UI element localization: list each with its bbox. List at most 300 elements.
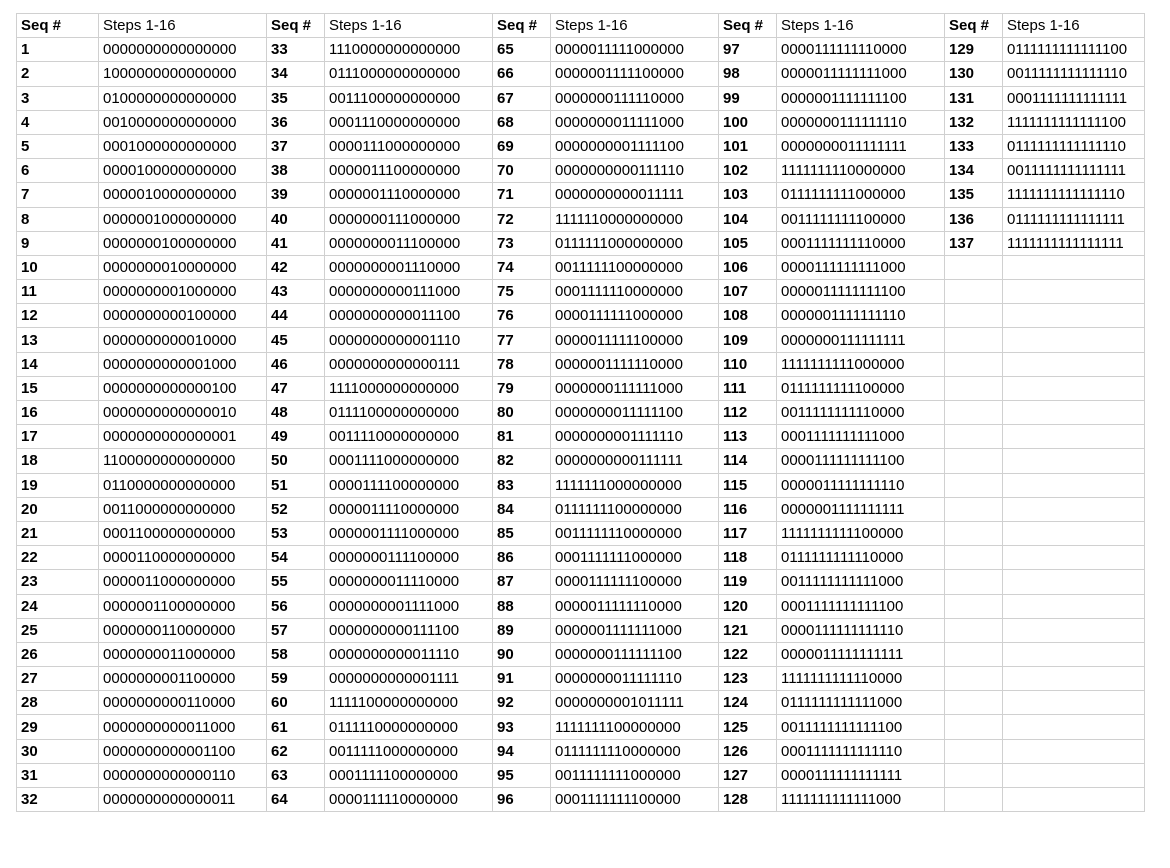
steps-cell[interactable]: 0000000001100000 [99, 667, 267, 691]
steps-cell[interactable]: 0000000011100000 [325, 231, 493, 255]
seq-cell[interactable]: 132 [945, 110, 1003, 134]
seq-cell[interactable]: 107 [719, 280, 777, 304]
seq-cell[interactable]: 36 [267, 110, 325, 134]
seq-cell[interactable]: 2 [17, 62, 99, 86]
steps-cell[interactable]: 0000000000011110 [325, 642, 493, 666]
seq-cell[interactable]: 87 [493, 570, 551, 594]
seq-cell[interactable]: 43 [267, 280, 325, 304]
seq-cell[interactable] [945, 497, 1003, 521]
steps-cell[interactable]: 0000111110000000 [325, 788, 493, 812]
seq-cell[interactable]: 66 [493, 62, 551, 86]
seq-cell[interactable]: 41 [267, 231, 325, 255]
steps-cell[interactable]: 0000011111110000 [551, 594, 719, 618]
steps-cell[interactable]: 0000000000111100 [325, 618, 493, 642]
steps-cell[interactable]: 1111111111111100 [1003, 110, 1145, 134]
seq-cell[interactable]: 133 [945, 134, 1003, 158]
steps-cell[interactable]: 0011111100000000 [551, 255, 719, 279]
seq-cell[interactable]: 91 [493, 667, 551, 691]
seq-cell[interactable]: 20 [17, 497, 99, 521]
seq-cell[interactable]: 1 [17, 38, 99, 62]
steps-cell[interactable]: 0000000001110000 [325, 255, 493, 279]
seq-cell[interactable]: 54 [267, 546, 325, 570]
steps-cell[interactable]: 0000000000111000 [325, 280, 493, 304]
steps-cell[interactable]: 0011111111000000 [551, 763, 719, 787]
steps-cell[interactable]: 0100000000000000 [99, 86, 267, 110]
steps-cell[interactable]: 0000001111000000 [325, 521, 493, 545]
steps-cell[interactable]: 0000011111000000 [551, 38, 719, 62]
seq-cell[interactable]: 135 [945, 183, 1003, 207]
steps-cell[interactable] [1003, 521, 1145, 545]
seq-cell[interactable]: 21 [17, 521, 99, 545]
steps-cell[interactable]: 0000000000000111 [325, 352, 493, 376]
steps-cell[interactable]: 0011111111111110 [1003, 62, 1145, 86]
steps-cell[interactable] [1003, 328, 1145, 352]
seq-header[interactable]: Seq # [17, 14, 99, 38]
seq-cell[interactable] [945, 691, 1003, 715]
steps-cell[interactable] [1003, 642, 1145, 666]
seq-cell[interactable]: 3 [17, 86, 99, 110]
steps-cell[interactable]: 0000011111111110 [777, 473, 945, 497]
steps-cell[interactable]: 0111110000000000 [325, 715, 493, 739]
seq-cell[interactable]: 126 [719, 739, 777, 763]
steps-cell[interactable]: 0000001000000000 [99, 207, 267, 231]
seq-cell[interactable]: 128 [719, 788, 777, 812]
seq-cell[interactable]: 106 [719, 255, 777, 279]
seq-cell[interactable]: 24 [17, 594, 99, 618]
seq-cell[interactable]: 131 [945, 86, 1003, 110]
seq-cell[interactable]: 90 [493, 642, 551, 666]
steps-cell[interactable]: 0000000000000011 [99, 788, 267, 812]
steps-cell[interactable] [1003, 570, 1145, 594]
seq-cell[interactable]: 13 [17, 328, 99, 352]
steps-cell[interactable]: 0010000000000000 [99, 110, 267, 134]
steps-cell[interactable]: 0000011111111100 [777, 280, 945, 304]
steps-cell[interactable] [1003, 739, 1145, 763]
steps-cell[interactable]: 0000001100000000 [99, 594, 267, 618]
seq-cell[interactable]: 31 [17, 763, 99, 787]
seq-header[interactable]: Seq # [945, 14, 1003, 38]
seq-cell[interactable]: 6 [17, 159, 99, 183]
steps-cell[interactable] [1003, 667, 1145, 691]
seq-cell[interactable]: 9 [17, 231, 99, 255]
steps-cell[interactable]: 0000000001111110 [551, 425, 719, 449]
seq-cell[interactable]: 23 [17, 570, 99, 594]
steps-cell[interactable]: 0000011111100000 [551, 328, 719, 352]
seq-cell[interactable]: 34 [267, 62, 325, 86]
seq-cell[interactable]: 14 [17, 352, 99, 376]
seq-cell[interactable]: 108 [719, 304, 777, 328]
steps-cell[interactable]: 1111111111111110 [1003, 183, 1145, 207]
seq-cell[interactable]: 79 [493, 376, 551, 400]
seq-cell[interactable]: 32 [17, 788, 99, 812]
steps-cell[interactable]: 0001110000000000 [325, 110, 493, 134]
steps-cell[interactable]: 0011111111100000 [777, 207, 945, 231]
seq-cell[interactable] [945, 739, 1003, 763]
steps-cell[interactable]: 0000111111100000 [551, 570, 719, 594]
steps-cell[interactable]: 0000000000111111 [551, 449, 719, 473]
steps-cell[interactable]: 0000000111000000 [325, 207, 493, 231]
seq-cell[interactable]: 98 [719, 62, 777, 86]
steps-cell[interactable]: 0111111111110000 [777, 546, 945, 570]
seq-cell[interactable]: 94 [493, 739, 551, 763]
seq-cell[interactable]: 35 [267, 86, 325, 110]
seq-cell[interactable]: 109 [719, 328, 777, 352]
seq-cell[interactable]: 70 [493, 159, 551, 183]
seq-cell[interactable]: 122 [719, 642, 777, 666]
steps-cell[interactable]: 1111000000000000 [325, 376, 493, 400]
seq-header[interactable]: Seq # [493, 14, 551, 38]
seq-cell[interactable]: 12 [17, 304, 99, 328]
steps-cell[interactable]: 0111000000000000 [325, 62, 493, 86]
seq-cell[interactable]: 118 [719, 546, 777, 570]
seq-cell[interactable]: 52 [267, 497, 325, 521]
seq-cell[interactable]: 115 [719, 473, 777, 497]
steps-cell[interactable]: 0000001111111110 [777, 304, 945, 328]
seq-cell[interactable]: 117 [719, 521, 777, 545]
steps-header[interactable]: Steps 1-16 [1003, 14, 1145, 38]
seq-cell[interactable]: 29 [17, 715, 99, 739]
seq-cell[interactable]: 77 [493, 328, 551, 352]
seq-cell[interactable]: 134 [945, 159, 1003, 183]
seq-cell[interactable]: 82 [493, 449, 551, 473]
steps-cell[interactable]: 0111111111111110 [1003, 134, 1145, 158]
steps-cell[interactable] [1003, 473, 1145, 497]
seq-cell[interactable] [945, 546, 1003, 570]
steps-cell[interactable]: 0000011111111111 [777, 642, 945, 666]
seq-cell[interactable] [945, 570, 1003, 594]
seq-cell[interactable]: 62 [267, 739, 325, 763]
steps-cell[interactable]: 0000000001111100 [551, 134, 719, 158]
steps-cell[interactable] [1003, 304, 1145, 328]
steps-cell[interactable]: 1000000000000000 [99, 62, 267, 86]
seq-cell[interactable]: 46 [267, 352, 325, 376]
steps-cell[interactable]: 0111111110000000 [551, 739, 719, 763]
steps-cell[interactable]: 0001100000000000 [99, 521, 267, 545]
seq-cell[interactable]: 120 [719, 594, 777, 618]
steps-cell[interactable]: 1111110000000000 [551, 207, 719, 231]
seq-cell[interactable]: 80 [493, 401, 551, 425]
steps-cell[interactable]: 0111111111100000 [777, 376, 945, 400]
steps-cell[interactable] [1003, 715, 1145, 739]
seq-cell[interactable]: 55 [267, 570, 325, 594]
steps-cell[interactable]: 0001111111111110 [777, 739, 945, 763]
seq-cell[interactable]: 11 [17, 280, 99, 304]
steps-cell[interactable]: 0000010000000000 [99, 183, 267, 207]
steps-cell[interactable]: 0011111111111000 [777, 570, 945, 594]
seq-cell[interactable]: 129 [945, 38, 1003, 62]
seq-cell[interactable]: 22 [17, 546, 99, 570]
seq-cell[interactable]: 104 [719, 207, 777, 231]
steps-cell[interactable]: 0000000000001000 [99, 352, 267, 376]
steps-cell[interactable]: 0011000000000000 [99, 497, 267, 521]
seq-cell[interactable]: 63 [267, 763, 325, 787]
steps-cell[interactable]: 0000000000000110 [99, 763, 267, 787]
seq-cell[interactable]: 33 [267, 38, 325, 62]
steps-cell[interactable]: 0000000000001110 [325, 328, 493, 352]
steps-cell[interactable]: 0011111111110000 [777, 401, 945, 425]
seq-cell[interactable] [945, 328, 1003, 352]
seq-cell[interactable]: 75 [493, 280, 551, 304]
seq-cell[interactable] [945, 304, 1003, 328]
steps-cell[interactable]: 1111111111000000 [777, 352, 945, 376]
seq-cell[interactable]: 83 [493, 473, 551, 497]
steps-cell[interactable]: 0000000000100000 [99, 304, 267, 328]
steps-cell[interactable]: 0111111100000000 [551, 497, 719, 521]
steps-cell[interactable] [1003, 449, 1145, 473]
seq-cell[interactable]: 45 [267, 328, 325, 352]
seq-cell[interactable]: 97 [719, 38, 777, 62]
seq-cell[interactable] [945, 521, 1003, 545]
steps-cell[interactable]: 0111111111000000 [777, 183, 945, 207]
seq-cell[interactable]: 67 [493, 86, 551, 110]
seq-cell[interactable]: 17 [17, 425, 99, 449]
seq-cell[interactable]: 130 [945, 62, 1003, 86]
steps-cell[interactable] [1003, 691, 1145, 715]
seq-cell[interactable]: 96 [493, 788, 551, 812]
steps-cell[interactable]: 0000001111111111 [777, 497, 945, 521]
seq-cell[interactable]: 5 [17, 134, 99, 158]
seq-cell[interactable]: 58 [267, 642, 325, 666]
steps-cell[interactable]: 0111111111111111 [1003, 207, 1145, 231]
seq-cell[interactable]: 100 [719, 110, 777, 134]
steps-cell[interactable]: 0000111000000000 [325, 134, 493, 158]
steps-cell[interactable]: 0000000000001111 [325, 667, 493, 691]
seq-cell[interactable]: 69 [493, 134, 551, 158]
steps-cell[interactable]: 1111111111111111 [1003, 231, 1145, 255]
seq-cell[interactable] [945, 376, 1003, 400]
seq-cell[interactable]: 53 [267, 521, 325, 545]
seq-cell[interactable]: 49 [267, 425, 325, 449]
steps-cell[interactable]: 0000000000000000 [99, 38, 267, 62]
seq-cell[interactable] [945, 280, 1003, 304]
seq-cell[interactable]: 78 [493, 352, 551, 376]
steps-cell[interactable]: 0011110000000000 [325, 425, 493, 449]
steps-cell[interactable]: 0011111000000000 [325, 739, 493, 763]
steps-cell[interactable] [1003, 401, 1145, 425]
steps-cell[interactable]: 0000000011000000 [99, 642, 267, 666]
seq-header[interactable]: Seq # [719, 14, 777, 38]
steps-cell[interactable]: 0000111111111100 [777, 449, 945, 473]
steps-cell[interactable]: 0011111110000000 [551, 521, 719, 545]
seq-cell[interactable]: 61 [267, 715, 325, 739]
seq-cell[interactable] [945, 618, 1003, 642]
steps-cell[interactable]: 1111111110000000 [777, 159, 945, 183]
seq-cell[interactable]: 27 [17, 667, 99, 691]
steps-cell[interactable] [1003, 376, 1145, 400]
seq-cell[interactable]: 111 [719, 376, 777, 400]
seq-cell[interactable]: 65 [493, 38, 551, 62]
steps-cell[interactable]: 0000000010000000 [99, 255, 267, 279]
steps-header[interactable]: Steps 1-16 [777, 14, 945, 38]
steps-cell[interactable]: 0000000000110000 [99, 691, 267, 715]
steps-cell[interactable]: 0000000000000001 [99, 425, 267, 449]
seq-cell[interactable] [945, 352, 1003, 376]
steps-cell[interactable]: 0000111100000000 [325, 473, 493, 497]
steps-cell[interactable]: 0111111000000000 [551, 231, 719, 255]
steps-cell[interactable]: 0000000011110000 [325, 570, 493, 594]
seq-cell[interactable]: 37 [267, 134, 325, 158]
steps-cell[interactable]: 0001111000000000 [325, 449, 493, 473]
seq-cell[interactable]: 105 [719, 231, 777, 255]
steps-cell[interactable]: 0011111111111100 [777, 715, 945, 739]
steps-header[interactable]: Steps 1-16 [99, 14, 267, 38]
seq-cell[interactable]: 127 [719, 763, 777, 787]
seq-cell[interactable]: 103 [719, 183, 777, 207]
seq-cell[interactable]: 113 [719, 425, 777, 449]
seq-cell[interactable]: 68 [493, 110, 551, 134]
seq-cell[interactable]: 25 [17, 618, 99, 642]
seq-cell[interactable]: 19 [17, 473, 99, 497]
seq-cell[interactable]: 73 [493, 231, 551, 255]
steps-cell[interactable]: 0000110000000000 [99, 546, 267, 570]
steps-cell[interactable]: 0000000011111111 [777, 134, 945, 158]
steps-cell[interactable]: 0000001111111100 [777, 86, 945, 110]
seq-cell[interactable]: 86 [493, 546, 551, 570]
steps-header[interactable]: Steps 1-16 [551, 14, 719, 38]
seq-cell[interactable]: 89 [493, 618, 551, 642]
seq-cell[interactable]: 95 [493, 763, 551, 787]
steps-cell[interactable]: 0000000000011100 [325, 304, 493, 328]
steps-cell[interactable]: 0001111111111000 [777, 425, 945, 449]
seq-cell[interactable] [945, 763, 1003, 787]
steps-cell[interactable] [1003, 763, 1145, 787]
steps-cell[interactable] [1003, 497, 1145, 521]
seq-cell[interactable] [945, 715, 1003, 739]
steps-cell[interactable]: 0000000100000000 [99, 231, 267, 255]
seq-cell[interactable] [945, 788, 1003, 812]
seq-cell[interactable]: 137 [945, 231, 1003, 255]
seq-cell[interactable] [945, 449, 1003, 473]
seq-cell[interactable]: 38 [267, 159, 325, 183]
seq-cell[interactable] [945, 594, 1003, 618]
seq-cell[interactable]: 26 [17, 642, 99, 666]
steps-cell[interactable]: 0000100000000000 [99, 159, 267, 183]
steps-cell[interactable]: 0000000110000000 [99, 618, 267, 642]
steps-cell[interactable]: 0000001111100000 [551, 62, 719, 86]
steps-cell[interactable]: 0000001110000000 [325, 183, 493, 207]
steps-cell[interactable]: 1111111111100000 [777, 521, 945, 545]
seq-cell[interactable]: 102 [719, 159, 777, 183]
seq-cell[interactable] [945, 255, 1003, 279]
steps-cell[interactable]: 0000000000001100 [99, 739, 267, 763]
steps-cell[interactable]: 0111111111111000 [777, 691, 945, 715]
steps-cell[interactable]: 0001111100000000 [325, 763, 493, 787]
steps-cell[interactable]: 0000000000011111 [551, 183, 719, 207]
steps-cell[interactable]: 1111111000000000 [551, 473, 719, 497]
seq-cell[interactable]: 10 [17, 255, 99, 279]
seq-cell[interactable]: 85 [493, 521, 551, 545]
seq-cell[interactable]: 125 [719, 715, 777, 739]
seq-cell[interactable] [945, 642, 1003, 666]
steps-cell[interactable]: 0000111111000000 [551, 304, 719, 328]
seq-cell[interactable] [945, 473, 1003, 497]
steps-cell[interactable]: 0001111111000000 [551, 546, 719, 570]
steps-cell[interactable] [1003, 352, 1145, 376]
seq-cell[interactable]: 119 [719, 570, 777, 594]
steps-cell[interactable]: 0000111111111111 [777, 763, 945, 787]
seq-cell[interactable]: 48 [267, 401, 325, 425]
seq-cell[interactable]: 51 [267, 473, 325, 497]
seq-cell[interactable]: 39 [267, 183, 325, 207]
steps-cell[interactable]: 0000000001011111 [551, 691, 719, 715]
steps-cell[interactable] [1003, 788, 1145, 812]
seq-cell[interactable]: 28 [17, 691, 99, 715]
seq-cell[interactable]: 18 [17, 449, 99, 473]
steps-cell[interactable]: 0000000011111100 [551, 401, 719, 425]
steps-cell[interactable] [1003, 618, 1145, 642]
seq-cell[interactable]: 40 [267, 207, 325, 231]
steps-cell[interactable]: 0001000000000000 [99, 134, 267, 158]
steps-cell[interactable]: 0000000001000000 [99, 280, 267, 304]
steps-cell[interactable]: 0000000011111110 [551, 667, 719, 691]
steps-cell[interactable]: 0001111111100000 [551, 788, 719, 812]
steps-cell[interactable]: 0000000000011000 [99, 715, 267, 739]
steps-cell[interactable]: 0111111111111100 [1003, 38, 1145, 62]
steps-cell[interactable]: 0000000111111111 [777, 328, 945, 352]
seq-cell[interactable]: 71 [493, 183, 551, 207]
seq-cell[interactable]: 44 [267, 304, 325, 328]
seq-cell[interactable]: 101 [719, 134, 777, 158]
steps-cell[interactable]: 0000011000000000 [99, 570, 267, 594]
steps-cell[interactable]: 0011100000000000 [325, 86, 493, 110]
steps-cell[interactable]: 0000000000000100 [99, 376, 267, 400]
steps-cell[interactable]: 0000000111100000 [325, 546, 493, 570]
seq-cell[interactable] [945, 667, 1003, 691]
steps-cell[interactable]: 1110000000000000 [325, 38, 493, 62]
seq-cell[interactable]: 93 [493, 715, 551, 739]
steps-cell[interactable]: 0000000000111110 [551, 159, 719, 183]
steps-cell[interactable]: 0000000111111000 [551, 376, 719, 400]
steps-cell[interactable]: 0001111110000000 [551, 280, 719, 304]
seq-cell[interactable]: 81 [493, 425, 551, 449]
seq-cell[interactable]: 47 [267, 376, 325, 400]
seq-cell[interactable]: 112 [719, 401, 777, 425]
seq-header[interactable]: Seq # [267, 14, 325, 38]
steps-cell[interactable]: 0000001111111000 [551, 618, 719, 642]
seq-cell[interactable] [945, 425, 1003, 449]
steps-cell[interactable]: 1111111111111000 [777, 788, 945, 812]
steps-cell[interactable] [1003, 425, 1145, 449]
steps-cell[interactable] [1003, 546, 1145, 570]
seq-cell[interactable]: 16 [17, 401, 99, 425]
seq-cell[interactable]: 76 [493, 304, 551, 328]
steps-cell[interactable]: 0000000011111000 [551, 110, 719, 134]
seq-cell[interactable]: 88 [493, 594, 551, 618]
steps-cell[interactable]: 0000000111111110 [777, 110, 945, 134]
steps-cell[interactable]: 1111100000000000 [325, 691, 493, 715]
steps-cell[interactable] [1003, 280, 1145, 304]
seq-cell[interactable]: 123 [719, 667, 777, 691]
seq-cell[interactable]: 50 [267, 449, 325, 473]
steps-cell[interactable]: 0000011111111000 [777, 62, 945, 86]
seq-cell[interactable]: 4 [17, 110, 99, 134]
steps-cell[interactable] [1003, 594, 1145, 618]
steps-cell[interactable]: 0000001111110000 [551, 352, 719, 376]
seq-cell[interactable]: 110 [719, 352, 777, 376]
steps-cell[interactable]: 0111100000000000 [325, 401, 493, 425]
steps-cell[interactable]: 0001111111111100 [777, 594, 945, 618]
seq-cell[interactable]: 121 [719, 618, 777, 642]
seq-cell[interactable] [945, 401, 1003, 425]
steps-cell[interactable]: 0110000000000000 [99, 473, 267, 497]
seq-cell[interactable]: 15 [17, 376, 99, 400]
steps-cell[interactable]: 0000000000000010 [99, 401, 267, 425]
seq-cell[interactable]: 30 [17, 739, 99, 763]
steps-cell[interactable]: 0000000000010000 [99, 328, 267, 352]
steps-cell[interactable]: 0000000001111000 [325, 594, 493, 618]
steps-cell[interactable]: 1100000000000000 [99, 449, 267, 473]
seq-cell[interactable]: 124 [719, 691, 777, 715]
